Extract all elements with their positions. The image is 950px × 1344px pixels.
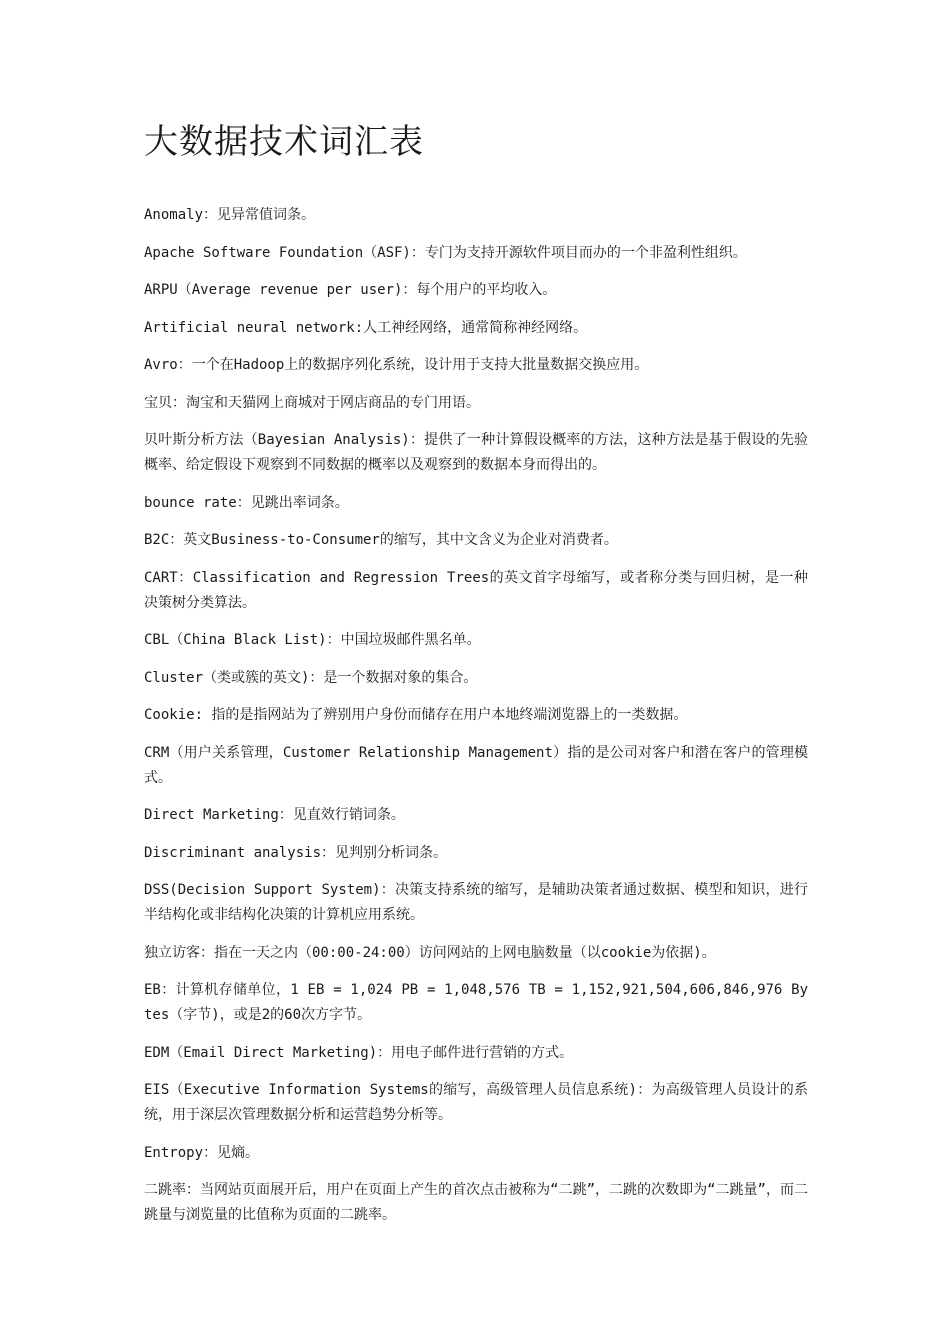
glossary-entry: CART：Classification and Regression Trees的英文首字母缩写，或者称分类与回归树，是一种决策树分类算法。 [144, 569, 808, 611]
glossary-entry: B2C：英文Business-to-Consumer的缩写，其中文含义为企业对消费者。 [144, 532, 618, 548]
glossary-entry: 贝叶斯分析方法（Bayesian Analysis)：提供了一种计算假设概率的方法，这种方法是基于假设的先验概率、给定假设下观察到不同数据的概率以及观察到的数据本身而得出的。 [144, 432, 808, 473]
glossary-entry: 宝贝：淘宝和天猫网上商城对于网店商品的专门用语。 [144, 394, 480, 411]
glossary-entry: Discriminant analysis：见判别分析词条。 [144, 844, 448, 861]
glossary-entry: 独立访客：指在一天之内（00:00-24:00）访问网站的上网电脑数量（以cookie为依据)。 [144, 944, 716, 961]
glossary-entry: bounce rate：见跳出率词条。 [144, 494, 349, 511]
glossary-entry: 二跳率：当网站页面展开后，用户在页面上产生的首次点击被称为“二跳”，二跳的次数即为“二跳量”，而二跳量与浏览量的比值称为页面的二跳率。 [144, 1182, 808, 1223]
glossary-entry: Cookie: 指的是指网站为了辨别用户身份而储存在用户本地终端浏览器上的一类数据。 [144, 707, 688, 723]
glossary-entry: Artificial neural network:人工神经网络，通常简称神经网络。 [144, 319, 588, 336]
glossary-entry: ARPU（Average revenue per user)：每个用户的平均收入。 [144, 282, 557, 298]
glossary-entry: CRM（用户关系管理，Customer Relationship Management）指的是公司对客户和潜在客户的管理模式。 [144, 744, 808, 786]
glossary-list [144, 203, 808, 1241]
glossary-entry: Apache Software Foundation（ASF)：专门为支持开源软件项目而办的一个非盈利性组织。 [144, 244, 747, 261]
glossary-entry: CBL（China Black List)：中国垃圾邮件黑名单。 [144, 632, 481, 648]
glossary-entry: Entropy：见熵。 [144, 1144, 260, 1161]
glossary-entry: EDM（Email Direct Marketing)：用电子邮件进行营销的方式。 [144, 1044, 574, 1061]
glossary-entry: DSS(Decision Support System)：决策支持系统的缩写，是辅助决策者通过数据、模型和知识，进行半结构化或非结构化决策的计算机应用系统。 [144, 882, 808, 923]
glossary-entry: EIS（Executive Information Systems的缩写，高级管理人员信息系统)：为高级管理人员设计的系统，用于深层次管理数据分析和运营趋势分析等。 [144, 1082, 808, 1123]
glossary-entry: EB：计算机存储单位，1 EB = 1,024 PB = 1,048,576 TB = 1,152,921,504,606,846,976 Bytes（字节)，或是2的60次方字节。 [144, 982, 808, 1023]
glossary-entry: Cluster（类或簇的英文)：是一个数据对象的集合。 [144, 669, 478, 686]
glossary-entry: Direct Marketing：见直效行销词条。 [144, 807, 405, 823]
page-title: 大数据技术词汇表 [144, 122, 424, 162]
glossary-entry: Avro：一个在Hadoop上的数据序列化系统，设计用于支持大批量数据交换应用。 [144, 357, 649, 373]
glossary-entry: Anomaly：见异常值词条。 [144, 207, 316, 223]
